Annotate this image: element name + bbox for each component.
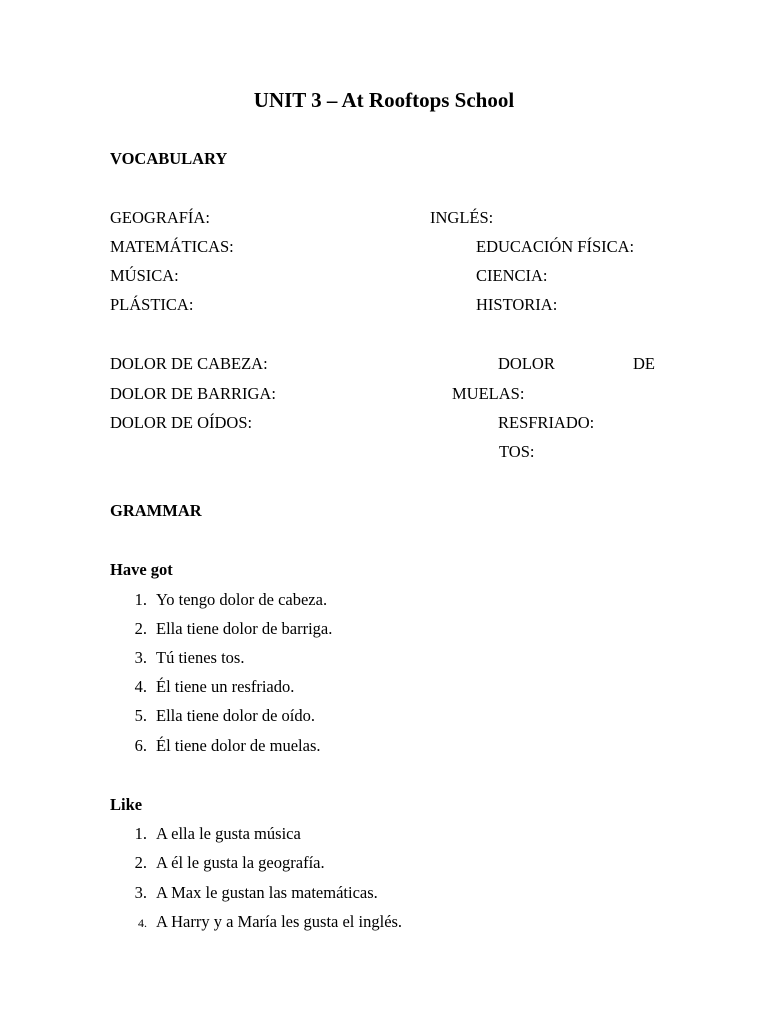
like-heading: Like xyxy=(110,795,143,814)
vocab-dolor: DOLOR xyxy=(498,354,555,373)
vocab-dolor-de-oidos: DOLOR DE OÍDOS: xyxy=(110,413,253,432)
vocab-dolor-de-cabeza: DOLOR DE CABEZA: xyxy=(110,354,268,373)
list-item: Él tiene dolor de muelas. xyxy=(156,736,321,755)
vocabulary-heading: VOCABULARY xyxy=(110,149,228,168)
vocab-educacion-fisica: EDUCACIÓN FÍSICA: xyxy=(476,237,635,256)
vocab-musica: MÚSICA: xyxy=(110,266,179,285)
page-title: UNIT 3 – At Rooftops School xyxy=(253,88,515,112)
vocab-ciencia: CIENCIA: xyxy=(476,266,548,285)
list-item-number: 4. xyxy=(134,677,147,696)
vocab-matematicas: MATEMÁTICAS: xyxy=(110,237,234,256)
have-got-heading: Have got xyxy=(110,560,173,579)
list-item: A Harry y a María les gusta el inglés. xyxy=(156,912,403,931)
list-item-number: 4. xyxy=(138,916,147,930)
list-item: Ella tiene dolor de oído. xyxy=(156,706,315,725)
vocab-de: DE xyxy=(633,354,655,373)
list-item-number: 2. xyxy=(134,853,147,872)
vocab-historia: HISTORIA: xyxy=(476,295,558,314)
list-item: A ella le gusta música xyxy=(156,824,301,843)
vocab-muelas: MUELAS: xyxy=(452,384,525,403)
list-item-number: 3. xyxy=(134,883,147,902)
list-item-number: 1. xyxy=(134,590,147,609)
vocab-tos: TOS: xyxy=(499,442,535,461)
list-item: A Max le gustan las matemáticas. xyxy=(156,883,378,902)
vocab-resfriado: RESFRIADO: xyxy=(498,413,595,432)
list-item-number: 2. xyxy=(134,619,147,638)
list-item-number: 3. xyxy=(134,648,147,667)
list-item: Tú tienes tos. xyxy=(156,648,245,667)
grammar-heading: GRAMMAR xyxy=(110,501,202,520)
vocab-geografia: GEOGRAFÍA: xyxy=(110,208,210,227)
list-item-number: 1. xyxy=(134,824,147,843)
vocab-ingles: INGLÉS: xyxy=(430,208,494,227)
list-item: Yo tengo dolor de cabeza. xyxy=(156,590,328,609)
list-item: Ella tiene dolor de barriga. xyxy=(156,619,333,638)
list-item-number: 6. xyxy=(134,736,147,755)
vocab-plastica: PLÁSTICA: xyxy=(110,295,194,314)
list-item: A él le gusta la geografía. xyxy=(156,853,325,872)
list-item: Él tiene un resfriado. xyxy=(156,677,295,696)
vocab-dolor-de-barriga: DOLOR DE BARRIGA: xyxy=(110,384,276,403)
list-item-number: 5. xyxy=(134,706,147,725)
